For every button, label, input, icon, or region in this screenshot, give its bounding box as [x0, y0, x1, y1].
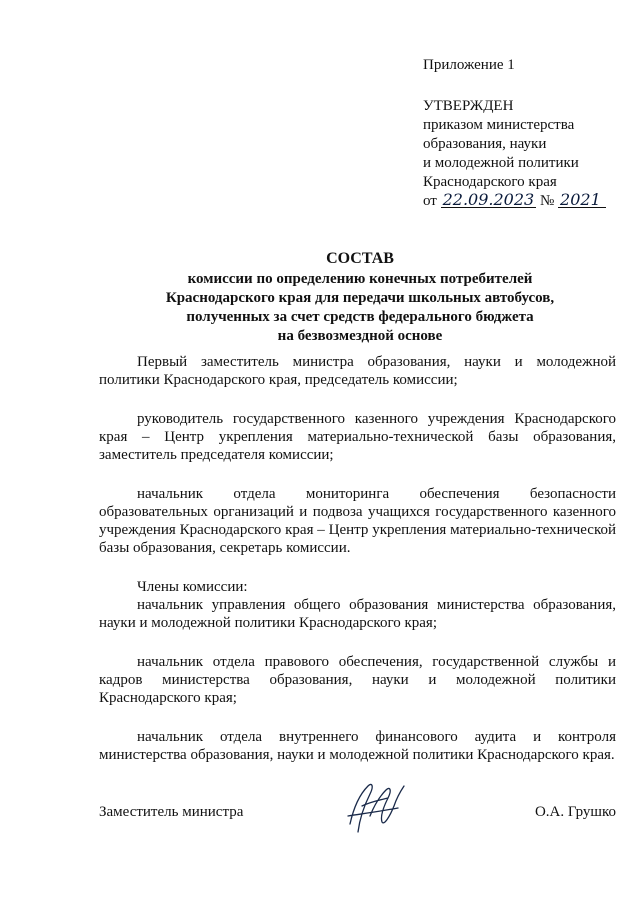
- number-prefix: №: [539, 193, 555, 209]
- member-paragraph-1: начальник управления общего образования министерства образования, науки и молодежной политики Краснодарского края;: [99, 597, 616, 631]
- member-paragraph-2: начальник отдела правового обеспечения, государственной службы и кадров министерства образования, науки и молодежной политики Краснодарского края;: [99, 654, 616, 706]
- approval-date-line: [423, 192, 606, 211]
- title-line-3: полученных за счет средств федерального бюджета: [186, 309, 534, 325]
- approved-label: УТВЕРЖДЕН: [423, 98, 514, 114]
- title-heading: СОСТАВ: [326, 250, 394, 267]
- title-line-2: Краснодарского края для передачи школьных автобусов,: [165, 290, 555, 306]
- deputy-chair-paragraph: руководитель государственного казенного учреждения Краснодарского края – Центр укрепления материально-технической базы образования, заместитель председателя комиссии;: [99, 411, 616, 463]
- handwritten-date: 22.09.2023: [442, 190, 535, 209]
- signature-icon: [340, 776, 410, 842]
- member-paragraph-3: начальник отдела внутреннего финансового аудита и контроля министерства образования, науки и молодежной политики Краснодарского края.: [99, 729, 616, 763]
- chair-paragraph: Первый заместитель министра образования, науки и молодежной политики Краснодарского края, председатель комиссии;: [99, 354, 616, 388]
- title-line-1: комиссии по определению конечных потребителей: [187, 271, 533, 287]
- signer-name: О.А. Грушко: [534, 804, 616, 820]
- approval-stamp: [423, 56, 606, 211]
- document-title: [100, 249, 620, 346]
- secretary-paragraph: начальник отдела мониторинга обеспечения безопасности образовательных организаций и подвоза учащихся государственного казенного учреждения Краснодарского края – Центр укрепления материально-технической базы образования, секретарь комиссии.: [99, 486, 616, 556]
- title-line-4: на безвозмездной основе: [277, 328, 443, 344]
- date-prefix: от: [423, 193, 437, 209]
- document-body: [99, 353, 616, 764]
- approval-line-3: и молодежной политики: [423, 155, 579, 171]
- appendix-label: Приложение 1: [423, 57, 515, 73]
- members-heading: Члены комиссии:: [137, 579, 248, 595]
- approval-line-1: приказом министерства: [423, 117, 575, 133]
- approval-line-2: образования, науки: [423, 136, 547, 152]
- approval-line-4: Краснодарского края: [423, 174, 557, 190]
- handwritten-number: 2021: [558, 192, 606, 208]
- signer-position: Заместитель министра: [99, 804, 244, 820]
